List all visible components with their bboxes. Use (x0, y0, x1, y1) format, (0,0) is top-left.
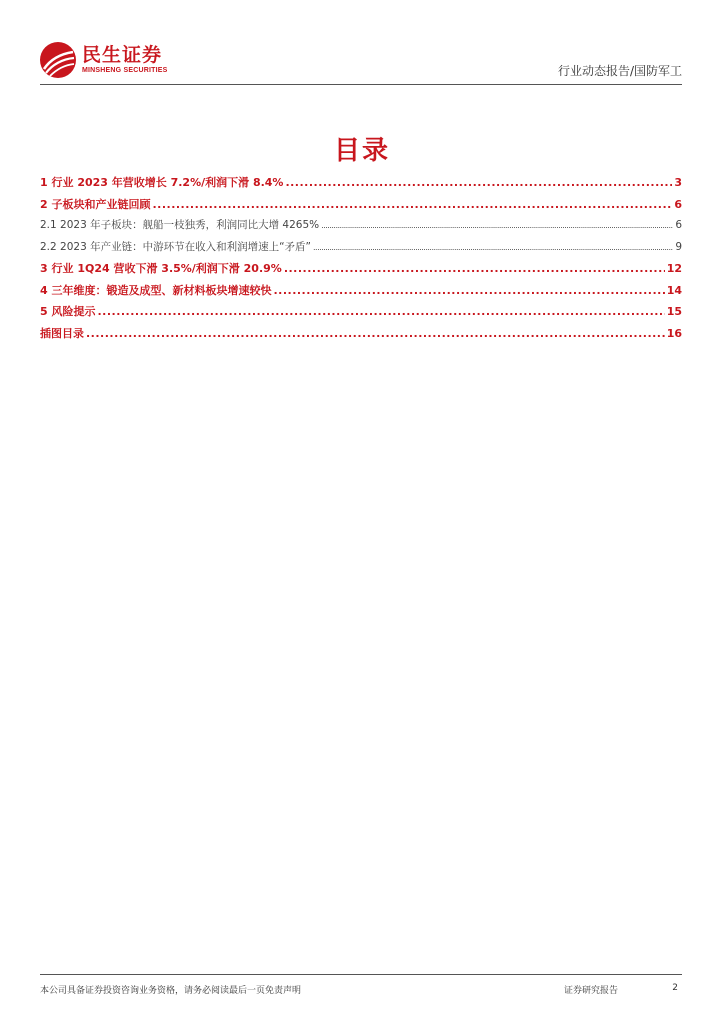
toc-entry-text: 插图目录 (40, 326, 84, 340)
toc-entry[interactable] (40, 174, 682, 196)
toc-entry[interactable] (40, 196, 682, 218)
toc-entry-page: 3 (674, 176, 682, 189)
toc-title: 目录 (333, 136, 390, 166)
toc-leader-dots (152, 198, 672, 211)
table-of-contents (40, 174, 682, 346)
toc-entry-page: 16 (666, 326, 682, 340)
toc-leader-dots (285, 176, 672, 189)
toc-entry-text: 2.2 2023 年产业链：中游环节在收入和利润增速上“矛盾” (40, 240, 311, 253)
toc-entry-page: 12 (666, 262, 682, 275)
toc-leader-dots (273, 284, 664, 297)
logo-mark-icon (40, 42, 76, 78)
logo-text (82, 45, 167, 75)
page-header (40, 40, 682, 85)
toc-entry-text: 5 风险提示 (40, 305, 96, 318)
toc-entry-text: 2 子板块和产业链回顾 (40, 197, 151, 211)
toc-entry[interactable] (40, 239, 682, 261)
toc-entry[interactable] (40, 325, 682, 347)
toc-leader-dots (97, 305, 664, 318)
toc-entry-text: 4 三年维度：锻造及成型、新材料板块增速较快 (40, 283, 272, 297)
page-footer (40, 974, 682, 996)
toc-entry-text: 2.1 2023 年子板块：舰船一枝独秀，利润同比大增 4265% (40, 219, 320, 231)
toc-entry[interactable] (40, 282, 682, 304)
toc-entry-page: 15 (666, 305, 682, 318)
footer-disclaimer: 本公司具备证券投资咨询业务资格，请务必阅读最后一页免责声明 (40, 986, 302, 996)
toc-entry[interactable] (40, 260, 682, 282)
company-logo (40, 40, 167, 80)
logo-chinese-name: 民生证券 (82, 44, 163, 66)
toc-entry-page: 9 (675, 240, 682, 253)
page-number: 2 (672, 983, 678, 993)
toc-leader-dots (86, 327, 665, 340)
logo-english-name: MINSHENG SECURITIES (82, 67, 168, 74)
toc-entry[interactable] (40, 217, 682, 239)
toc-entry-text: 1 行业 2023 年营收增长 7.2%/利润下滑 8.4% (40, 176, 284, 189)
report-type-label: 行业动态报告/国防军工 (557, 64, 682, 78)
footer-label: 证券研究报告 (564, 986, 619, 996)
toc-leader-dots (313, 241, 673, 253)
toc-entry-page: 6 (674, 197, 682, 211)
toc-entry-text: 3 行业 1Q24 营收下滑 3.5%/利润下滑 20.9% (40, 262, 282, 275)
toc-leader-dots (321, 219, 673, 231)
toc-leader-dots (284, 262, 665, 275)
toc-entry[interactable] (40, 303, 682, 325)
toc-entry-page: 6 (675, 219, 682, 231)
toc-entry-page: 14 (666, 283, 682, 297)
